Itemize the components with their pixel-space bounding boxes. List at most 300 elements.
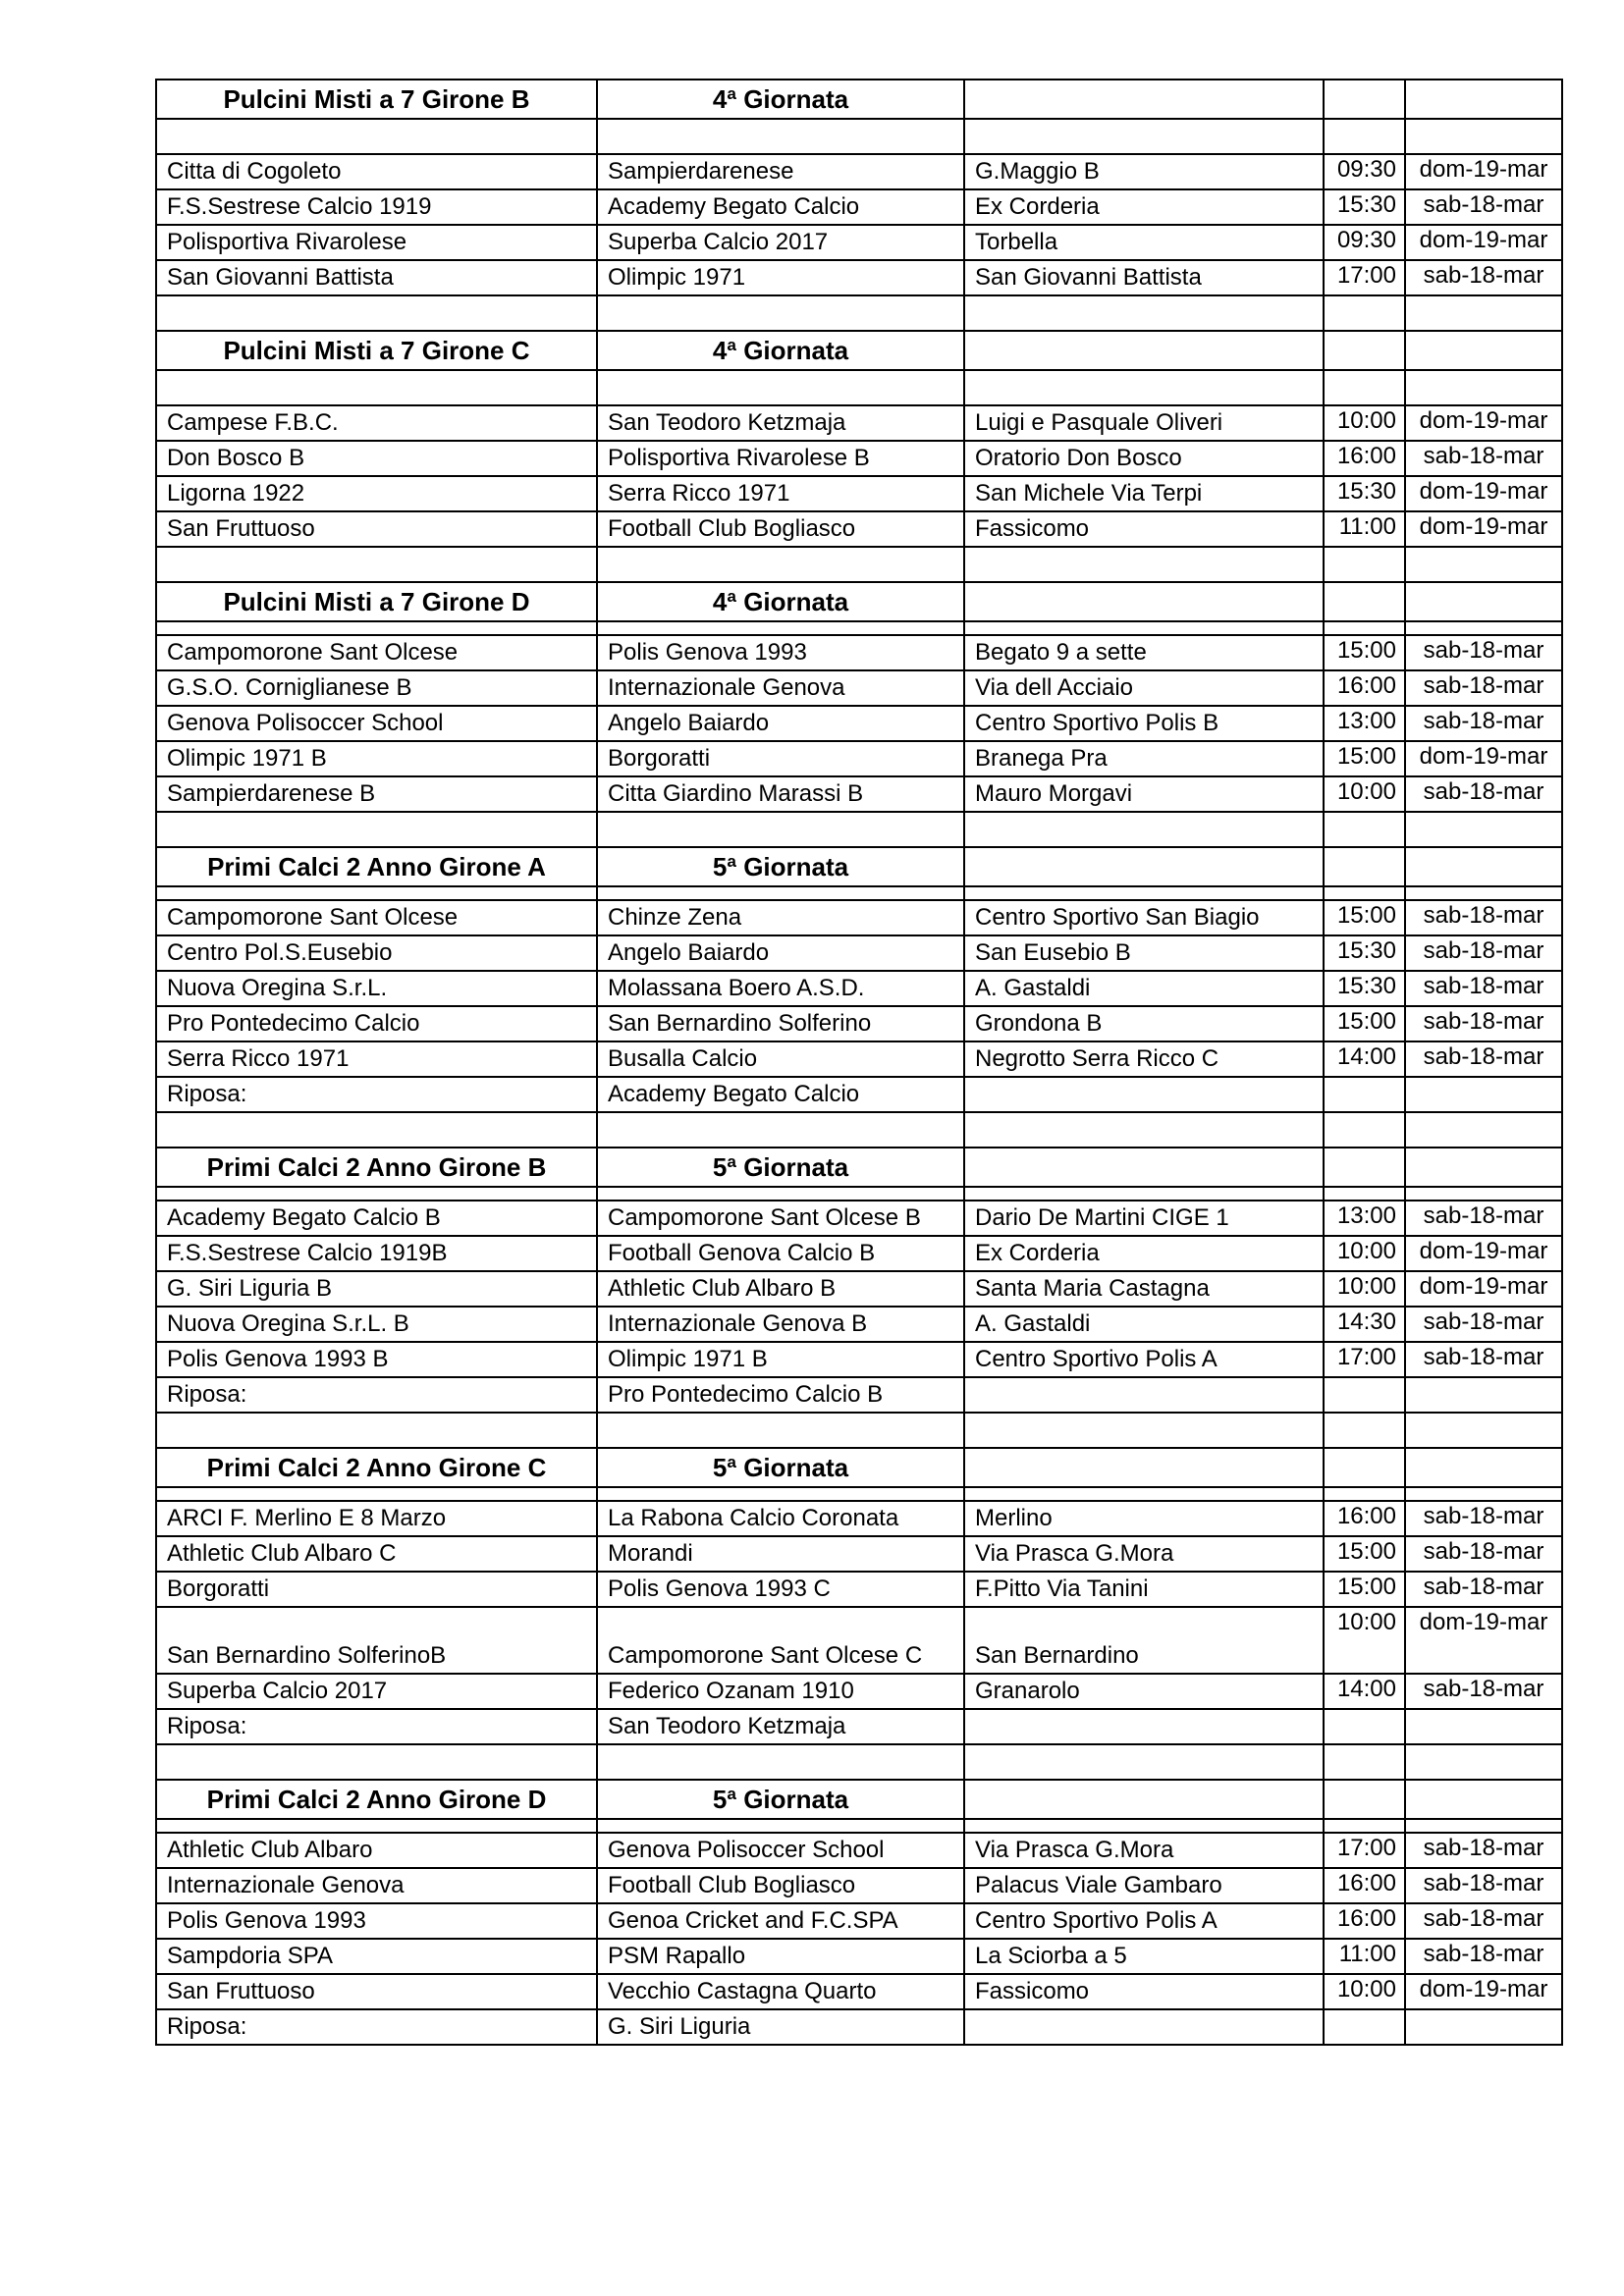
home-team: Citta di Cogoleto (156, 154, 597, 189)
empty-cell (964, 1744, 1324, 1780)
kickoff-time: 16:00 (1324, 1501, 1405, 1536)
empty-cell (1405, 119, 1562, 154)
empty-cell (1405, 1487, 1562, 1501)
venue: Dario De Martini CIGE 1 (964, 1201, 1324, 1236)
away-team: Borgoratti (597, 741, 964, 776)
fixtures-table (155, 79, 1563, 2046)
empty-cell (1324, 1780, 1405, 1819)
venue: Via Prasca G.Mora (964, 1833, 1324, 1868)
home-team: Superba Calcio 2017 (156, 1674, 597, 1709)
home-team: Pro Pontedecimo Calcio (156, 1006, 597, 1041)
match-date (1405, 1077, 1562, 1112)
home-team: Riposa: (156, 1709, 597, 1744)
kickoff-time: 15:30 (1324, 476, 1405, 511)
match-date: dom-19-mar (1405, 741, 1562, 776)
match-row (156, 1868, 1562, 1903)
kickoff-time: 17:00 (1324, 1833, 1405, 1868)
away-team: Olimpic 1971 B (597, 1342, 964, 1377)
empty-cell (1405, 847, 1562, 886)
group-header-row (156, 80, 1562, 119)
match-row (156, 1709, 1562, 1744)
home-team: Internazionale Genova (156, 1868, 597, 1903)
home-team: Athletic Club Albaro (156, 1833, 597, 1868)
empty-cell (156, 370, 597, 405)
home-team: G. Siri Liguria B (156, 1271, 597, 1307)
empty-cell (597, 295, 964, 331)
venue: A. Gastaldi (964, 1307, 1324, 1342)
spacer-row (156, 1112, 1562, 1148)
home-team: Don Bosco B (156, 441, 597, 476)
empty-cell (1324, 621, 1405, 635)
empty-cell (1324, 847, 1405, 886)
empty-cell (597, 119, 964, 154)
match-row (156, 935, 1562, 971)
match-row (156, 2009, 1562, 2045)
away-team: Federico Ozanam 1910 (597, 1674, 964, 1709)
match-row (156, 511, 1562, 547)
home-team: San Giovanni Battista (156, 260, 597, 295)
match-date: dom-19-mar (1405, 405, 1562, 441)
divider-row (156, 1819, 1562, 1833)
group-title: Pulcini Misti a 7 Girone D (156, 582, 597, 621)
away-team: Polisportiva Rivarolese B (597, 441, 964, 476)
match-date: sab-18-mar (1405, 1201, 1562, 1236)
empty-cell (1324, 1744, 1405, 1780)
empty-cell (964, 1187, 1324, 1201)
empty-cell (1405, 1448, 1562, 1487)
venue: Luigi e Pasquale Oliveri (964, 405, 1324, 441)
round-label: 4ª Giornata (597, 80, 964, 119)
empty-cell (597, 1112, 964, 1148)
kickoff-time: 10:00 (1324, 1607, 1405, 1674)
home-team: Centro Pol.S.Eusebio (156, 935, 597, 971)
venue: Santa Maria Castagna (964, 1271, 1324, 1307)
empty-cell (156, 1819, 597, 1833)
group-header-row (156, 847, 1562, 886)
venue (964, 2009, 1324, 2045)
kickoff-time: 10:00 (1324, 776, 1405, 812)
empty-cell (1324, 1187, 1405, 1201)
empty-cell (1324, 370, 1405, 405)
match-date: sab-18-mar (1405, 670, 1562, 706)
match-date: sab-18-mar (1405, 1307, 1562, 1342)
empty-cell (1405, 1744, 1562, 1780)
away-team: Genoa Cricket and F.C.SPA (597, 1903, 964, 1939)
match-date: sab-18-mar (1405, 1903, 1562, 1939)
kickoff-time: 16:00 (1324, 441, 1405, 476)
empty-cell (156, 812, 597, 847)
empty-cell (597, 1819, 964, 1833)
home-team: F.S.Sestrese Calcio 1919 (156, 189, 597, 225)
venue: San Eusebio B (964, 935, 1324, 971)
venue: San Giovanni Battista (964, 260, 1324, 295)
kickoff-time: 15:30 (1324, 971, 1405, 1006)
empty-cell (1324, 582, 1405, 621)
away-team: San Teodoro Ketzmaja (597, 1709, 964, 1744)
group-title: Pulcini Misti a 7 Girone C (156, 331, 597, 370)
kickoff-time (1324, 2009, 1405, 2045)
away-team: Football Club Bogliasco (597, 1868, 964, 1903)
match-row (156, 1377, 1562, 1413)
kickoff-time: 14:00 (1324, 1041, 1405, 1077)
match-date: dom-19-mar (1405, 511, 1562, 547)
empty-cell (597, 1487, 964, 1501)
match-row (156, 405, 1562, 441)
empty-cell (1324, 812, 1405, 847)
away-team: Citta Giardino Marassi B (597, 776, 964, 812)
match-row (156, 900, 1562, 935)
away-team: Campomorone Sant Olcese B (597, 1201, 964, 1236)
match-row (156, 1077, 1562, 1112)
kickoff-time: 17:00 (1324, 260, 1405, 295)
home-team: ARCI F. Merlino E 8 Marzo (156, 1501, 597, 1536)
empty-cell (964, 1112, 1324, 1148)
match-row (156, 1201, 1562, 1236)
spacer-row (156, 812, 1562, 847)
home-team: San Fruttuoso (156, 1974, 597, 2009)
group-title: Primi Calci 2 Anno Girone A (156, 847, 597, 886)
empty-cell (1405, 1413, 1562, 1448)
empty-cell (156, 1187, 597, 1201)
divider-row (156, 1187, 1562, 1201)
match-date: sab-18-mar (1405, 1674, 1562, 1709)
home-team: Riposa: (156, 1077, 597, 1112)
away-team: Internazionale Genova B (597, 1307, 964, 1342)
kickoff-time: 10:00 (1324, 1271, 1405, 1307)
away-team: Pro Pontedecimo Calcio B (597, 1377, 964, 1413)
match-date (1405, 1377, 1562, 1413)
venue: San Bernardino (964, 1607, 1324, 1674)
match-date: sab-18-mar (1405, 189, 1562, 225)
kickoff-time: 14:30 (1324, 1307, 1405, 1342)
match-row (156, 741, 1562, 776)
kickoff-time (1324, 1709, 1405, 1744)
kickoff-time: 09:30 (1324, 225, 1405, 260)
empty-cell (597, 812, 964, 847)
empty-cell (1324, 1487, 1405, 1501)
kickoff-time: 11:00 (1324, 511, 1405, 547)
home-team: Polis Genova 1993 B (156, 1342, 597, 1377)
venue: Oratorio Don Bosco (964, 441, 1324, 476)
kickoff-time: 15:00 (1324, 1006, 1405, 1041)
match-date: dom-19-mar (1405, 1974, 1562, 2009)
kickoff-time: 10:00 (1324, 1236, 1405, 1271)
venue: Torbella (964, 225, 1324, 260)
away-team: Polis Genova 1993 (597, 635, 964, 670)
away-team: Academy Begato Calcio (597, 189, 964, 225)
match-row (156, 1236, 1562, 1271)
venue: Negrotto Serra Ricco C (964, 1041, 1324, 1077)
away-team: Angelo Baiardo (597, 706, 964, 741)
empty-cell (1405, 812, 1562, 847)
match-row (156, 154, 1562, 189)
match-row (156, 1536, 1562, 1572)
empty-cell (1405, 547, 1562, 582)
home-team: Borgoratti (156, 1572, 597, 1607)
match-row (156, 1501, 1562, 1536)
group-title: Primi Calci 2 Anno Girone C (156, 1448, 597, 1487)
empty-cell (964, 847, 1324, 886)
venue: Via Prasca G.Mora (964, 1536, 1324, 1572)
venue: Granarolo (964, 1674, 1324, 1709)
empty-cell (964, 295, 1324, 331)
empty-cell (1405, 621, 1562, 635)
away-team: Molassana Boero A.S.D. (597, 971, 964, 1006)
match-row (156, 971, 1562, 1006)
empty-cell (1324, 547, 1405, 582)
empty-cell (597, 1413, 964, 1448)
match-row (156, 225, 1562, 260)
kickoff-time: 09:30 (1324, 154, 1405, 189)
match-row (156, 1833, 1562, 1868)
empty-cell (1405, 370, 1562, 405)
empty-cell (597, 621, 964, 635)
home-team: Nuova Oregina S.r.L. B (156, 1307, 597, 1342)
match-row (156, 441, 1562, 476)
match-date: dom-19-mar (1405, 1271, 1562, 1307)
divider-row (156, 1487, 1562, 1501)
match-row (156, 635, 1562, 670)
away-team: Morandi (597, 1536, 964, 1572)
venue: Ex Corderia (964, 1236, 1324, 1271)
kickoff-time: 16:00 (1324, 1868, 1405, 1903)
away-team: Busalla Calcio (597, 1041, 964, 1077)
kickoff-time: 15:00 (1324, 900, 1405, 935)
empty-cell (1324, 80, 1405, 119)
empty-cell (1405, 295, 1562, 331)
match-date: sab-18-mar (1405, 1572, 1562, 1607)
round-label: 5ª Giornata (597, 1148, 964, 1187)
away-team: Superba Calcio 2017 (597, 225, 964, 260)
kickoff-time: 16:00 (1324, 670, 1405, 706)
away-team: Internazionale Genova (597, 670, 964, 706)
empty-cell (1324, 295, 1405, 331)
away-team: Sampierdarenese (597, 154, 964, 189)
kickoff-time: 13:00 (1324, 706, 1405, 741)
match-date: sab-18-mar (1405, 441, 1562, 476)
match-row (156, 260, 1562, 295)
match-row (156, 1307, 1562, 1342)
empty-cell (964, 582, 1324, 621)
home-team: Sampdoria SPA (156, 1939, 597, 1974)
match-date: sab-18-mar (1405, 706, 1562, 741)
empty-cell (1405, 80, 1562, 119)
home-team: Athletic Club Albaro C (156, 1536, 597, 1572)
away-team: Genova Polisoccer School (597, 1833, 964, 1868)
home-team: Polisportiva Rivarolese (156, 225, 597, 260)
match-row (156, 1607, 1562, 1674)
empty-cell (1405, 1112, 1562, 1148)
venue: Grondona B (964, 1006, 1324, 1041)
home-team: San Bernardino SolferinoB (156, 1607, 597, 1674)
empty-cell (964, 812, 1324, 847)
match-date: sab-18-mar (1405, 1041, 1562, 1077)
match-date: sab-18-mar (1405, 1868, 1562, 1903)
kickoff-time: 15:00 (1324, 1536, 1405, 1572)
match-row (156, 1572, 1562, 1607)
round-label: 5ª Giornata (597, 1780, 964, 1819)
match-row (156, 1006, 1562, 1041)
spacer-row (156, 119, 1562, 154)
away-team: Olimpic 1971 (597, 260, 964, 295)
empty-cell (1324, 1413, 1405, 1448)
home-team: Campomorone Sant Olcese (156, 900, 597, 935)
empty-cell (1324, 331, 1405, 370)
empty-cell (1405, 886, 1562, 900)
match-row (156, 1939, 1562, 1974)
venue: La Sciorba a 5 (964, 1939, 1324, 1974)
kickoff-time: 14:00 (1324, 1674, 1405, 1709)
empty-cell (1405, 1187, 1562, 1201)
home-team: G.S.O. Corniglianese B (156, 670, 597, 706)
venue: Centro Sportivo Polis B (964, 706, 1324, 741)
match-row (156, 670, 1562, 706)
match-date: sab-18-mar (1405, 635, 1562, 670)
empty-cell (156, 1744, 597, 1780)
kickoff-time: 15:00 (1324, 741, 1405, 776)
home-team: Campomorone Sant Olcese (156, 635, 597, 670)
away-team: Athletic Club Albaro B (597, 1271, 964, 1307)
divider-row (156, 621, 1562, 635)
kickoff-time: 17:00 (1324, 1342, 1405, 1377)
divider-row (156, 886, 1562, 900)
home-team: Nuova Oregina S.r.L. (156, 971, 597, 1006)
venue: A. Gastaldi (964, 971, 1324, 1006)
empty-cell (597, 547, 964, 582)
kickoff-time (1324, 1377, 1405, 1413)
match-row (156, 1271, 1562, 1307)
away-team: San Bernardino Solferino (597, 1006, 964, 1041)
empty-cell (1324, 1819, 1405, 1833)
match-date: dom-19-mar (1405, 1236, 1562, 1271)
empty-cell (964, 1780, 1324, 1819)
venue: Centro Sportivo Polis A (964, 1903, 1324, 1939)
empty-cell (964, 1819, 1324, 1833)
away-team: Academy Begato Calcio (597, 1077, 964, 1112)
away-team: Football Club Bogliasco (597, 511, 964, 547)
venue: Fassicomo (964, 1974, 1324, 2009)
home-team: Genova Polisoccer School (156, 706, 597, 741)
venue: Merlino (964, 1501, 1324, 1536)
empty-cell (1324, 1448, 1405, 1487)
group-header-row (156, 331, 1562, 370)
away-team: Vecchio Castagna Quarto (597, 1974, 964, 2009)
venue: Begato 9 a sette (964, 635, 1324, 670)
match-date: sab-18-mar (1405, 1501, 1562, 1536)
kickoff-time: 15:30 (1324, 189, 1405, 225)
venue: Centro Sportivo Polis A (964, 1342, 1324, 1377)
empty-cell (964, 1413, 1324, 1448)
empty-cell (156, 1112, 597, 1148)
round-label: 4ª Giornata (597, 582, 964, 621)
empty-cell (964, 370, 1324, 405)
empty-cell (1324, 1112, 1405, 1148)
group-title: Primi Calci 2 Anno Girone B (156, 1148, 597, 1187)
match-date: sab-18-mar (1405, 1833, 1562, 1868)
match-row (156, 776, 1562, 812)
away-team: Serra Ricco 1971 (597, 476, 964, 511)
match-row (156, 476, 1562, 511)
home-team: F.S.Sestrese Calcio 1919B (156, 1236, 597, 1271)
empty-cell (964, 547, 1324, 582)
venue (964, 1709, 1324, 1744)
match-row (156, 1674, 1562, 1709)
match-date: dom-19-mar (1405, 154, 1562, 189)
home-team: Riposa: (156, 2009, 597, 2045)
kickoff-time: 15:00 (1324, 1572, 1405, 1607)
match-date: sab-18-mar (1405, 1342, 1562, 1377)
home-team: Ligorna 1922 (156, 476, 597, 511)
empty-cell (156, 1413, 597, 1448)
spacer-row (156, 1744, 1562, 1780)
match-row (156, 1342, 1562, 1377)
empty-cell (964, 1148, 1324, 1187)
home-team: Campese F.B.C. (156, 405, 597, 441)
kickoff-time: 11:00 (1324, 1939, 1405, 1974)
away-team: Chinze Zena (597, 900, 964, 935)
away-team: Polis Genova 1993 C (597, 1572, 964, 1607)
empty-cell (156, 621, 597, 635)
match-date: sab-18-mar (1405, 935, 1562, 971)
away-team: G. Siri Liguria (597, 2009, 964, 2045)
home-team: San Fruttuoso (156, 511, 597, 547)
home-team: Sampierdarenese B (156, 776, 597, 812)
venue: Centro Sportivo San Biagio (964, 900, 1324, 935)
empty-cell (964, 1487, 1324, 1501)
empty-cell (1405, 582, 1562, 621)
venue: Via dell Acciaio (964, 670, 1324, 706)
venue: G.Maggio B (964, 154, 1324, 189)
away-team: Football Genova Calcio B (597, 1236, 964, 1271)
venue (964, 1377, 1324, 1413)
home-team: Riposa: (156, 1377, 597, 1413)
match-date: sab-18-mar (1405, 971, 1562, 1006)
match-row (156, 1974, 1562, 2009)
empty-cell (964, 886, 1324, 900)
empty-cell (156, 886, 597, 900)
empty-cell (156, 1487, 597, 1501)
venue: San Michele Via Terpi (964, 476, 1324, 511)
spacer-row (156, 547, 1562, 582)
match-date: sab-18-mar (1405, 1536, 1562, 1572)
group-title: Primi Calci 2 Anno Girone D (156, 1780, 597, 1819)
empty-cell (964, 80, 1324, 119)
match-date: dom-19-mar (1405, 1607, 1562, 1674)
venue: Ex Corderia (964, 189, 1324, 225)
spacer-row (156, 295, 1562, 331)
group-header-row (156, 1448, 1562, 1487)
empty-cell (1324, 119, 1405, 154)
kickoff-time: 10:00 (1324, 1974, 1405, 2009)
spacer-row (156, 370, 1562, 405)
group-header-row (156, 582, 1562, 621)
kickoff-time: 10:00 (1324, 405, 1405, 441)
home-team: Serra Ricco 1971 (156, 1041, 597, 1077)
match-date: dom-19-mar (1405, 476, 1562, 511)
empty-cell (597, 886, 964, 900)
match-date: sab-18-mar (1405, 1939, 1562, 1974)
match-date: sab-18-mar (1405, 900, 1562, 935)
match-row (156, 1903, 1562, 1939)
match-row (156, 1041, 1562, 1077)
empty-cell (156, 119, 597, 154)
match-date: sab-18-mar (1405, 1006, 1562, 1041)
empty-cell (597, 1187, 964, 1201)
empty-cell (1405, 331, 1562, 370)
empty-cell (156, 295, 597, 331)
match-date: sab-18-mar (1405, 260, 1562, 295)
group-title: Pulcini Misti a 7 Girone B (156, 80, 597, 119)
